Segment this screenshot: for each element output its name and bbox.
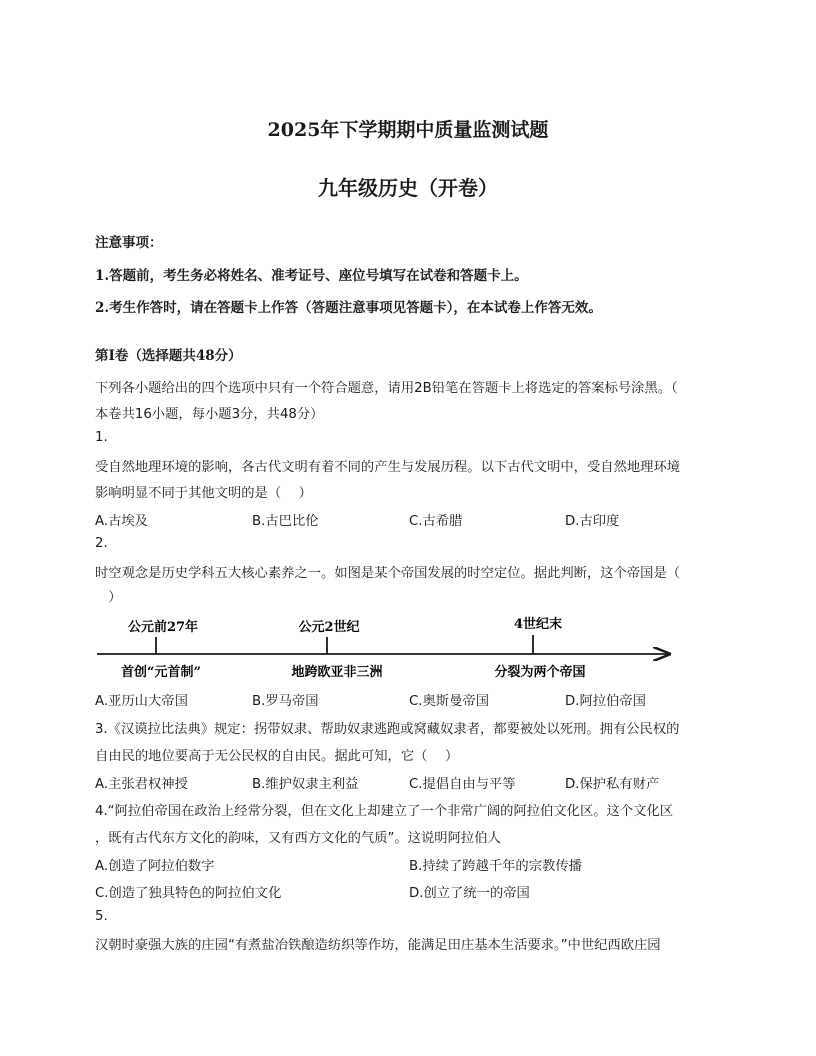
option-b: B.持续了跨越千年的宗教传播 bbox=[409, 859, 582, 874]
question-stem: 汉朝时豪强大族的庄园“有煮盐冶铁酿造纺织等作坊，能满足田庄基本生活要求。”中世纪西欧庄园 bbox=[95, 938, 661, 953]
option-b: B.罗马帝国 bbox=[252, 694, 319, 709]
exam-subtitle: 九年级历史（开卷） bbox=[318, 176, 498, 200]
option-a: A.亚历山大帝国 bbox=[95, 694, 188, 709]
question-number: 1. bbox=[95, 430, 108, 445]
timeline-bottom-label: 首创“元首制” bbox=[121, 665, 201, 680]
exam-title: 2025年下学期期中质量监测试题 bbox=[267, 119, 549, 141]
notice-heading: 注意事项： bbox=[95, 235, 163, 251]
question-stem: 自由民的地位要高于无公民权的自由民。据此可知，它（ ） bbox=[95, 749, 459, 764]
option-a: A.古埃及 bbox=[95, 514, 148, 529]
timeline-top-label: 公元前27年 bbox=[127, 620, 199, 635]
option-a: A.创造了阿拉伯数字 bbox=[95, 859, 215, 874]
question-stem: 时空观念是历史学科五大核心素养之一。如图是某个帝国发展的时空定位。据此判断，这个帝国是（ bbox=[95, 566, 681, 581]
timeline-top-label: 公元2世纪 bbox=[298, 620, 360, 635]
notice-item: 2.考生作答时，请在答题卡上作答（答题注意事项见答题卡），在本试卷上作答无效。 bbox=[95, 300, 602, 316]
option-d: D.阿拉伯帝国 bbox=[565, 694, 646, 709]
question-number: 5. bbox=[95, 909, 108, 924]
option-c: C.创造了独具特色的阿拉伯文化 bbox=[95, 886, 282, 901]
section-instructions: 下列各小题给出的四个选项中只有一个符合题意，请用2B铅笔在答题卡上将选定的答案标号涂黑。（ bbox=[95, 381, 678, 396]
option-b: B.古巴比伦 bbox=[252, 514, 319, 529]
option-c: C.奥斯曼帝国 bbox=[409, 694, 489, 709]
option-c: C.提倡自由与平等 bbox=[409, 777, 516, 792]
question-stem: 影响明显不同于其他文明的是（ ） bbox=[95, 486, 312, 501]
question-stem: ，既有古代东方文化的韵味，又有西方文化的气质”。这说明阿拉伯人 bbox=[95, 831, 501, 846]
option-d: D.创立了统一的帝国 bbox=[409, 886, 530, 901]
option-a: A.主张君权神授 bbox=[95, 777, 188, 792]
option-c: C.古希腊 bbox=[409, 514, 463, 529]
option-b: B.维护奴隶主利益 bbox=[252, 777, 359, 792]
question-stem: 4.“阿拉伯帝国在政治上经常分裂，但在文化上却建立了一个非常广阔的阿拉伯文化区。这个文化区 bbox=[95, 804, 674, 819]
section-instructions: 本卷共16小题，每小题3分，共48分） bbox=[95, 407, 324, 422]
question-number: 2. bbox=[95, 536, 108, 551]
timeline-bottom-label: 分裂为两个帝国 bbox=[494, 665, 586, 680]
option-d: D.古印度 bbox=[565, 514, 620, 529]
question-stem: ） bbox=[95, 590, 122, 605]
section-heading: 第Ⅰ卷（选择题共48分） bbox=[95, 348, 242, 364]
timeline-bottom-label: 地跨欧亚非三洲 bbox=[291, 665, 383, 680]
notice-item: 1.答题前，考生务必将姓名、准考证号、座位号填写在试卷和答题卡上。 bbox=[95, 268, 528, 284]
option-d: D.保护私有财产 bbox=[565, 777, 660, 792]
question-stem: 3.《汉谟拉比法典》规定：拐带奴隶、帮助奴隶逃跑或窝藏奴隶者，都要被处以死刑。拥有公民权的 bbox=[95, 722, 680, 737]
question-stem: 受自然地理环境的影响，各古代文明有着不同的产生与发展历程。以下古代文明中，受自然地理环境 bbox=[95, 460, 681, 475]
timeline-top-label: 4世纪末 bbox=[513, 617, 563, 632]
